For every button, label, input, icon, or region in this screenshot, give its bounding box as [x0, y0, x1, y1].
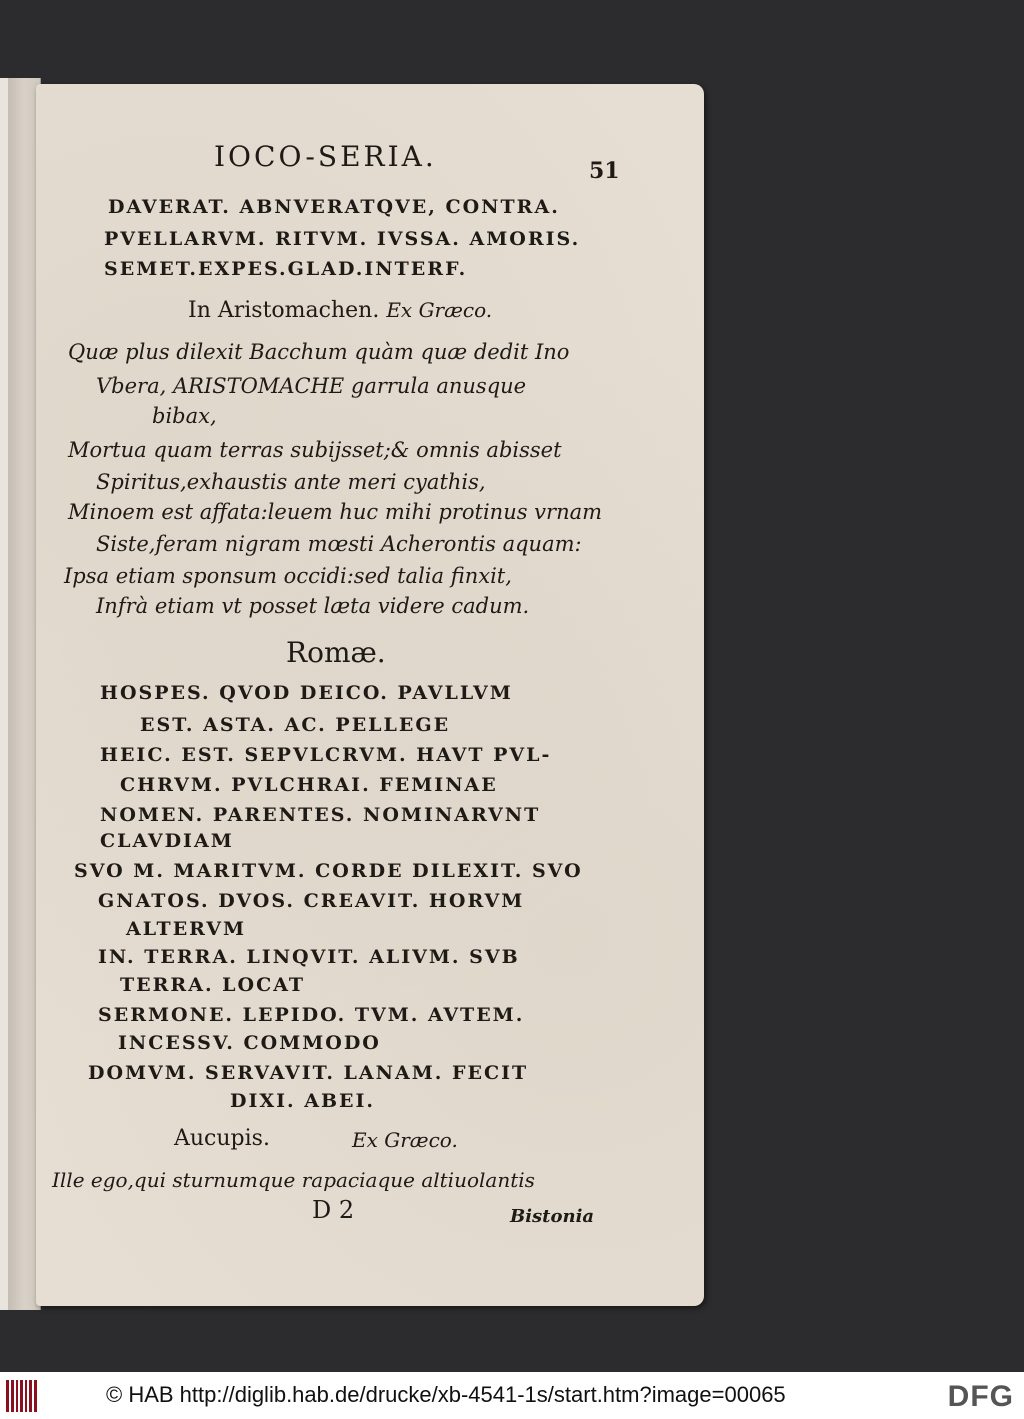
dfg-logo: DFG [947, 1380, 1014, 1413]
epitaph-line-2: PVELLARVM. RITVM. IVSSA. AMORIS. [104, 228, 581, 250]
signature-mark: D 2 [312, 1196, 355, 1224]
section-title [188, 298, 492, 323]
inscription-line: DIXI. ABEI. [230, 1090, 376, 1112]
copyright-link[interactable]: © HAB http://diglib.hab.de/drucke/xb-4541-1s/start.htm?image=00065 [106, 1382, 786, 1407]
inscription-line: CHRVM. PVLCHRAI. FEMINAE [120, 774, 498, 796]
section-title: Romæ. [286, 636, 386, 669]
book-page [36, 84, 704, 1306]
section-subtitle: Ex Græco. [352, 1128, 458, 1152]
inscription-line: SVO M. MARITVM. CORDE DILEXIT. SVO [74, 860, 583, 882]
inscription-line: HOSPES. QVOD DEICO. PAVLLVM [100, 682, 513, 704]
poem-line: Infrà etiam vt posset læta videre cadum. [96, 594, 530, 618]
inscription-line: INCESSV. COMMODO [118, 1032, 381, 1054]
previous-page-edge [0, 78, 41, 1310]
epitaph-line-3: SEMET.EXPES.GLAD.INTERF. [104, 258, 468, 280]
inscription-line: GNATOS. DVOS. CREAVIT. HORVM [98, 890, 525, 912]
poem-line: Ipsa etiam sponsum occidi:sed talia finxit, [64, 564, 512, 588]
inscription-line: NOMEN. PARENTES. NOMINARVNT [100, 804, 541, 826]
poem-line: Quæ plus dilexit Bacchum quàm quæ dedit Ino [68, 340, 570, 364]
poem-line: Minoem est affata:leuem huc mihi protinus vrnam [68, 500, 603, 524]
inscription-line: CLAVDIAM [100, 830, 234, 852]
hab-logo-icon [6, 1380, 46, 1412]
inscription-line: IN. TERRA. LINQVIT. ALIVM. SVB [98, 946, 520, 968]
footer-bar [0, 1372, 1024, 1419]
inscription-line: TERRA. LOCAT [120, 974, 306, 996]
page-number: 51 [589, 158, 620, 184]
running-head: IOCO-SERIA. [214, 140, 437, 173]
section-title: Aucupis. [174, 1126, 270, 1151]
inscription-line: DOMVM. SERVAVIT. LANAM. FECIT [88, 1062, 529, 1084]
poem-line: Spiritus,exhaustis ante meri cyathis, [96, 470, 486, 494]
inscription-line: SERMONE. LEPIDO. TVM. AVTEM. [98, 1004, 525, 1026]
poem-line: Mortua quam terras subijsset;& omnis abisset [68, 438, 562, 462]
inscription-line: ALTERVM [126, 918, 247, 940]
inscription-line: EST. ASTA. AC. PELLEGE [140, 714, 451, 736]
catchword: Bistonia [510, 1206, 595, 1227]
poem-line: Siste,feram nigram mœsti Acherontis aquam: [96, 532, 582, 556]
poem-line: Ille ego,qui sturnumque rapaciaque altiuolantis [52, 1168, 535, 1192]
poem-line: bibax, [152, 404, 217, 428]
poem-line: Vbera, ARISTOMACHE garrula anusque [96, 374, 527, 398]
epitaph-line-1: DAVERAT. ABNVERATQVE, CONTRA. [108, 196, 560, 218]
inscription-line: HEIC. EST. SEPVLCRVM. HAVT PVL- [100, 744, 552, 766]
section-title-text: In Aristomachen. [188, 298, 380, 323]
section-subtitle: Ex Græco. [386, 298, 493, 322]
